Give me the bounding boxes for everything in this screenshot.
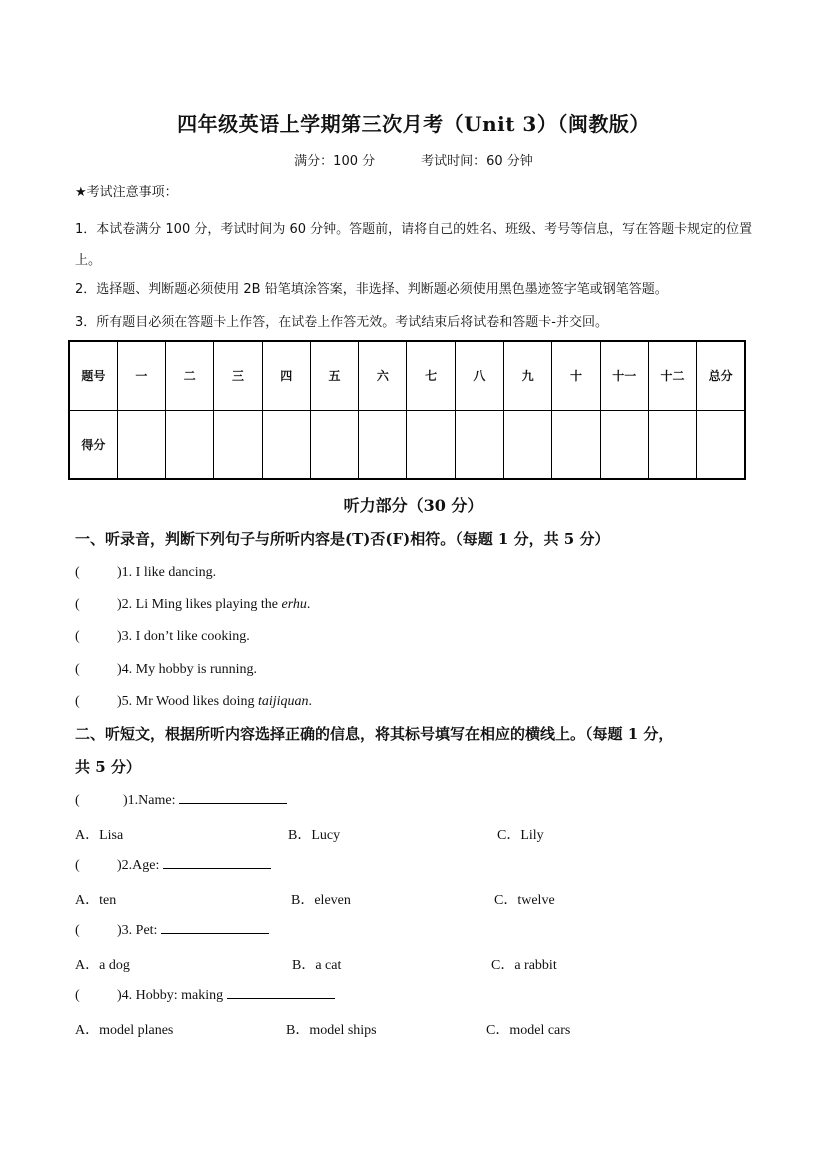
option-c: C．Lily [497, 828, 544, 843]
answer-blank[interactable] [163, 856, 271, 869]
score-cell[interactable] [455, 410, 503, 479]
exam-meta [0, 150, 827, 169]
time-limit: 考试时间：60 分钟 [421, 154, 533, 169]
notice-item-1: 1．本试卷满分 100 分，考试时间为 60 分钟。答题前，请将自己的姓名、班级、考号等信息，写在答题卡规定的位置上。 [75, 222, 753, 268]
question-3 [75, 921, 269, 939]
answer-blank[interactable] [179, 791, 287, 804]
table-cell: 七 [407, 341, 455, 410]
answer-paren[interactable]: ( [75, 793, 80, 808]
answer-blank[interactable] [227, 986, 335, 999]
score-cell[interactable] [262, 410, 310, 479]
listening-heading: 听力部分（30 分） [343, 496, 484, 515]
notice-item-2: 2．选择题、判断题必须使用 2B 铅笔填涂答案，非选择、判断题必须使用黑色墨迹签字笔或钢笔答题。 [75, 282, 668, 297]
list-item [75, 565, 216, 581]
page-title: 四年级英语上学期第三次月考（Unit 3）（闽教版） [177, 112, 650, 136]
table-cell: 总分 [697, 341, 745, 410]
option-b: B．Lucy [288, 828, 341, 843]
table-cell: 二 [166, 341, 214, 410]
score-cell[interactable] [552, 410, 600, 479]
score-cell[interactable] [600, 410, 648, 479]
answer-paren[interactable]: ( [75, 858, 80, 873]
question-prompt: )2.Age: [117, 858, 160, 873]
score-cell[interactable] [359, 410, 407, 479]
question-4 [75, 986, 335, 1004]
question-prompt: )1.Name: [123, 793, 176, 808]
table-cell: 一 [117, 341, 165, 410]
table-cell: 十 [552, 341, 600, 410]
score-cell[interactable] [214, 410, 262, 479]
table-cell: 三 [214, 341, 262, 410]
option-a: A．a dog [75, 958, 130, 973]
score-cell[interactable] [310, 410, 358, 479]
table-cell: 得分 [69, 410, 117, 479]
item-number: )5. [117, 694, 133, 709]
part2-instruction-line1: 二、听短文，根据所听内容选择正确的信息，将其标号填写在相应的横线上。（每题 1 分， [75, 725, 674, 743]
item-text: I don’t like cooking. [132, 629, 250, 644]
item-number: )2. [117, 597, 133, 612]
score-cell[interactable] [166, 410, 214, 479]
option-c: C．a rabbit [491, 958, 557, 973]
table-cell: 五 [310, 341, 358, 410]
item-after: . [306, 597, 311, 612]
answer-paren[interactable]: ( [75, 988, 80, 1003]
question-prompt: )3. Pet: [117, 923, 158, 938]
list-item [75, 662, 257, 678]
answer-paren[interactable]: ( [75, 923, 80, 938]
option-b: B．a cat [292, 958, 342, 973]
table-cell: 十一 [600, 341, 648, 410]
score-cell[interactable] [117, 410, 165, 479]
answer-paren[interactable]: ( [75, 629, 80, 644]
table-cell: 十二 [648, 341, 696, 410]
table-score-row [69, 410, 745, 479]
score-cell[interactable] [697, 410, 745, 479]
answer-blank[interactable] [161, 921, 269, 934]
option-b: B．eleven [291, 893, 351, 908]
table-cell: 四 [262, 341, 310, 410]
question-1 [75, 791, 287, 809]
item-after: . [308, 694, 313, 709]
option-a: A．Lisa [75, 828, 124, 843]
list-item [75, 597, 310, 613]
item-number: )3. [117, 629, 133, 644]
answer-paren[interactable]: ( [75, 565, 80, 580]
option-c: C．twelve [494, 893, 555, 908]
answer-paren[interactable]: ( [75, 662, 80, 677]
score-cell[interactable] [648, 410, 696, 479]
answer-paren[interactable]: ( [75, 694, 80, 709]
question-2 [75, 856, 271, 874]
score-cell[interactable] [504, 410, 552, 479]
item-text: Mr Wood likes doing [132, 694, 258, 709]
table-cell: 九 [504, 341, 552, 410]
option-c: C．model cars [486, 1023, 571, 1038]
answer-paren[interactable]: ( [75, 597, 80, 612]
item-italic: erhu [281, 597, 307, 612]
score-table [68, 340, 746, 480]
item-number: )4. [117, 662, 133, 677]
list-item [75, 694, 312, 710]
item-text: My hobby is running. [132, 662, 258, 677]
option-a: A．ten [75, 893, 117, 908]
table-cell: 六 [359, 341, 407, 410]
option-b: B．model ships [286, 1023, 377, 1038]
question-prompt: )4. Hobby: making [117, 988, 224, 1003]
notice-heading: ★考试注意事项： [75, 185, 178, 200]
item-number: )1. [117, 565, 133, 580]
part1-instruction: 一、听录音，判断下列句子与所听内容是(T)否(F)相符。（每题 1 分，共 5 分） [75, 530, 610, 548]
option-a: A．model planes [75, 1023, 174, 1038]
item-italic: taijiquan [257, 694, 309, 709]
table-header-row [69, 341, 745, 410]
item-text: I like dancing. [132, 565, 217, 580]
table-cell: 八 [455, 341, 503, 410]
score-cell[interactable] [407, 410, 455, 479]
full-score: 满分：100 分 [294, 154, 376, 169]
list-item [75, 629, 250, 645]
item-text: Li Ming likes playing the [132, 597, 282, 612]
table-cell: 题号 [69, 341, 117, 410]
notice-item-3: 3．所有题目必须在答题卡上作答，在试卷上作答无效。考试结束后将试卷和答题卡-并交回。 [75, 315, 608, 330]
part2-instruction-line2: 共 5 分） [75, 758, 141, 776]
